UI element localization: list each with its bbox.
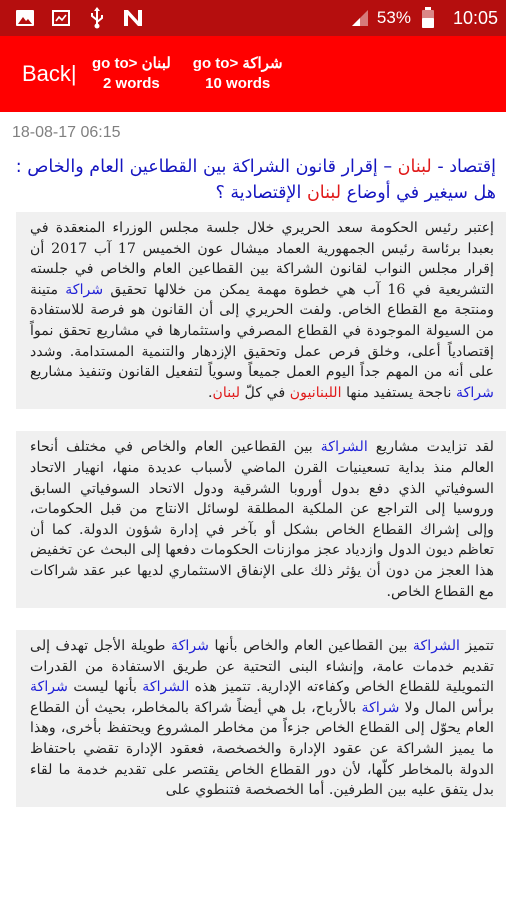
text-run: برأس المال ولا — [399, 699, 494, 716]
article-paragraph-1 — [16, 212, 506, 409]
goto-lebanon-button[interactable] — [92, 54, 171, 94]
battery-icon — [417, 7, 439, 29]
keyword-partnership: الشراكة — [412, 638, 460, 655]
text-run: بين القطاعين العام والخاص بأنها — [209, 638, 413, 655]
article-paragraph-3 — [16, 630, 506, 807]
paragraph-gap — [0, 608, 506, 630]
status-right — [349, 7, 498, 29]
app-toolbar — [0, 36, 506, 112]
signal-icon — [349, 7, 371, 29]
status-left-icons — [14, 7, 144, 29]
text-run: ناجحة يستفيد منها — [341, 384, 456, 401]
keyword-lebanon: لبنان — [212, 384, 241, 401]
goto-lebanon-label: go to> لبنان — [92, 55, 171, 72]
title-part: إقتصاد - — [431, 157, 496, 177]
status-time: 10:05 — [452, 7, 498, 28]
title-keyword-lebanon: لبنان — [397, 157, 432, 177]
keyword-lebanese: اللبنانيون — [289, 384, 342, 401]
text-run: طويلة الأجل تهدف إلى تقديم خدمات عامة، وإنشاء البنى التحتية عن طريق الاستفادة من القدرات التمويلية للقطاع الخاص وكفاءته الإدارية. تتميز هذه — [30, 638, 494, 696]
goto-links — [92, 54, 283, 94]
keyword-partnership: الشراكة — [142, 679, 190, 696]
article-title[interactable] — [0, 148, 506, 212]
title-keyword-lebanon: لبنان — [306, 183, 342, 203]
paragraph-gap — [0, 409, 506, 431]
goto-partnership-label: go to> شراكة — [192, 55, 283, 72]
text-run: في كلّ — [240, 384, 290, 401]
battery-percent: 53% — [376, 8, 411, 27]
n-logo-icon — [122, 7, 144, 29]
image-icon — [14, 7, 36, 29]
text-run: بين القطاعين العام والخاص في مختلف أنحاء العالم منذ بداية تسعينيات القرن الماضي لأسباب عديدة منها، انهيار الاتحاد السوفياتي الذي دفع بدول أوروبا الشرقية ودول الاتحاد السوفياتي السابق وروسيا إلى التراجع عن الملكية المطلقة لوسائل الانتاج من قبل الحكومات، وإلى إشراك القطاع الخاص بشكل أو بآخر في إدارة شؤون الدولة. كما أن تعاظم ديون الدول وازدياد عجز موازنات الحكومات دفعها إلى البحث عن تخفيض هذا العجز من دون أن يؤثر ذلك على الإنفاق الاستثماري لديها عبر عقد شراكات مع القطاع الخاص. — [30, 439, 494, 600]
keyword-partnership: شراكة — [30, 679, 69, 696]
data-saver-icon — [50, 7, 72, 29]
goto-lebanon-count: 2 words — [103, 75, 160, 92]
title-part: – إقرار قانون الشراكة بين القطاعين العام والخاص : هل سيغير في أوضاع — [15, 157, 496, 203]
article-content[interactable] — [0, 112, 506, 900]
keyword-partnership: شراكة — [361, 699, 400, 716]
text-run: . — [207, 384, 213, 401]
keyword-partnership: شراكة — [171, 638, 210, 655]
article-timestamp: 18-08-17 06:15 — [12, 124, 121, 141]
keyword-partnership: الشراكة — [320, 439, 368, 456]
status-bar — [0, 0, 506, 36]
text-run: إعتبر رئيس الحكومة سعد الحريري خلال جلسة مجلس الوزراء المنعقدة في بعبدا برئاسة رئيس الجمهورية العماد ميشال عون الخميس 17 آب 2017 أن إقرار مجلس النواب لقانون الشراكة بين القطاعين العام والخاص في جلسته التشريعية في 16 آب هي خطوة مهمة يمكن من خلالها تحقيق — [30, 220, 495, 298]
text-run: متينة ومنتجة مع القطاع الخاص. ولفت الحريري إلى أن القانون هو فرصة للاستفادة من السيولة الموجودة في القطاع المصرفي واستثمارها في مشاريع تحقق نمواً إقتصادياً أعلى، وخلق فرص عمل وتحقيق الإزدهار والتنمية المستدامة. وشدد على أنه من المهم جداً اليوم العمل جميعاً وسوياً لتفعيل القانون وتنفيذ مشاريع — [30, 281, 494, 381]
text-run: بأنها ليست — [68, 679, 143, 696]
usb-icon — [86, 7, 108, 29]
keyword-partnership: شراكة — [455, 384, 494, 401]
goto-partnership-button[interactable] — [193, 54, 283, 94]
article-paragraph-2 — [16, 431, 506, 608]
title-part: الإقتصادية ؟ — [215, 183, 307, 203]
text-run: تتميز — [459, 638, 494, 655]
keyword-partnership: شراكة — [65, 281, 104, 298]
text-run: لقد تزايدت مشاريع — [367, 439, 494, 456]
text-run: بالأرباح، بل هي أيضاً شراكة بالمخاطر، بحيث أن القطاع العام يحوّل إلى القطاع الخاص جزءاً من مخاطر المشروع ويحتفظ بأخرى، وهذا ما يميز الشراكة عن عقود الإدارة والخصخصة، فعقود الإدارة تقضي باحتفاظ الدولة بالمخاطر كلّها، لأن دور القطاع الخاص يقتصر على تقديم خدمة ما لقاء بدل يتفق عليه بين الطرفين. أما الخصخصة فتنطوي على — [30, 699, 494, 799]
back-button[interactable]: Back| — [22, 61, 77, 86]
goto-partnership-count: 10 words — [205, 75, 271, 92]
